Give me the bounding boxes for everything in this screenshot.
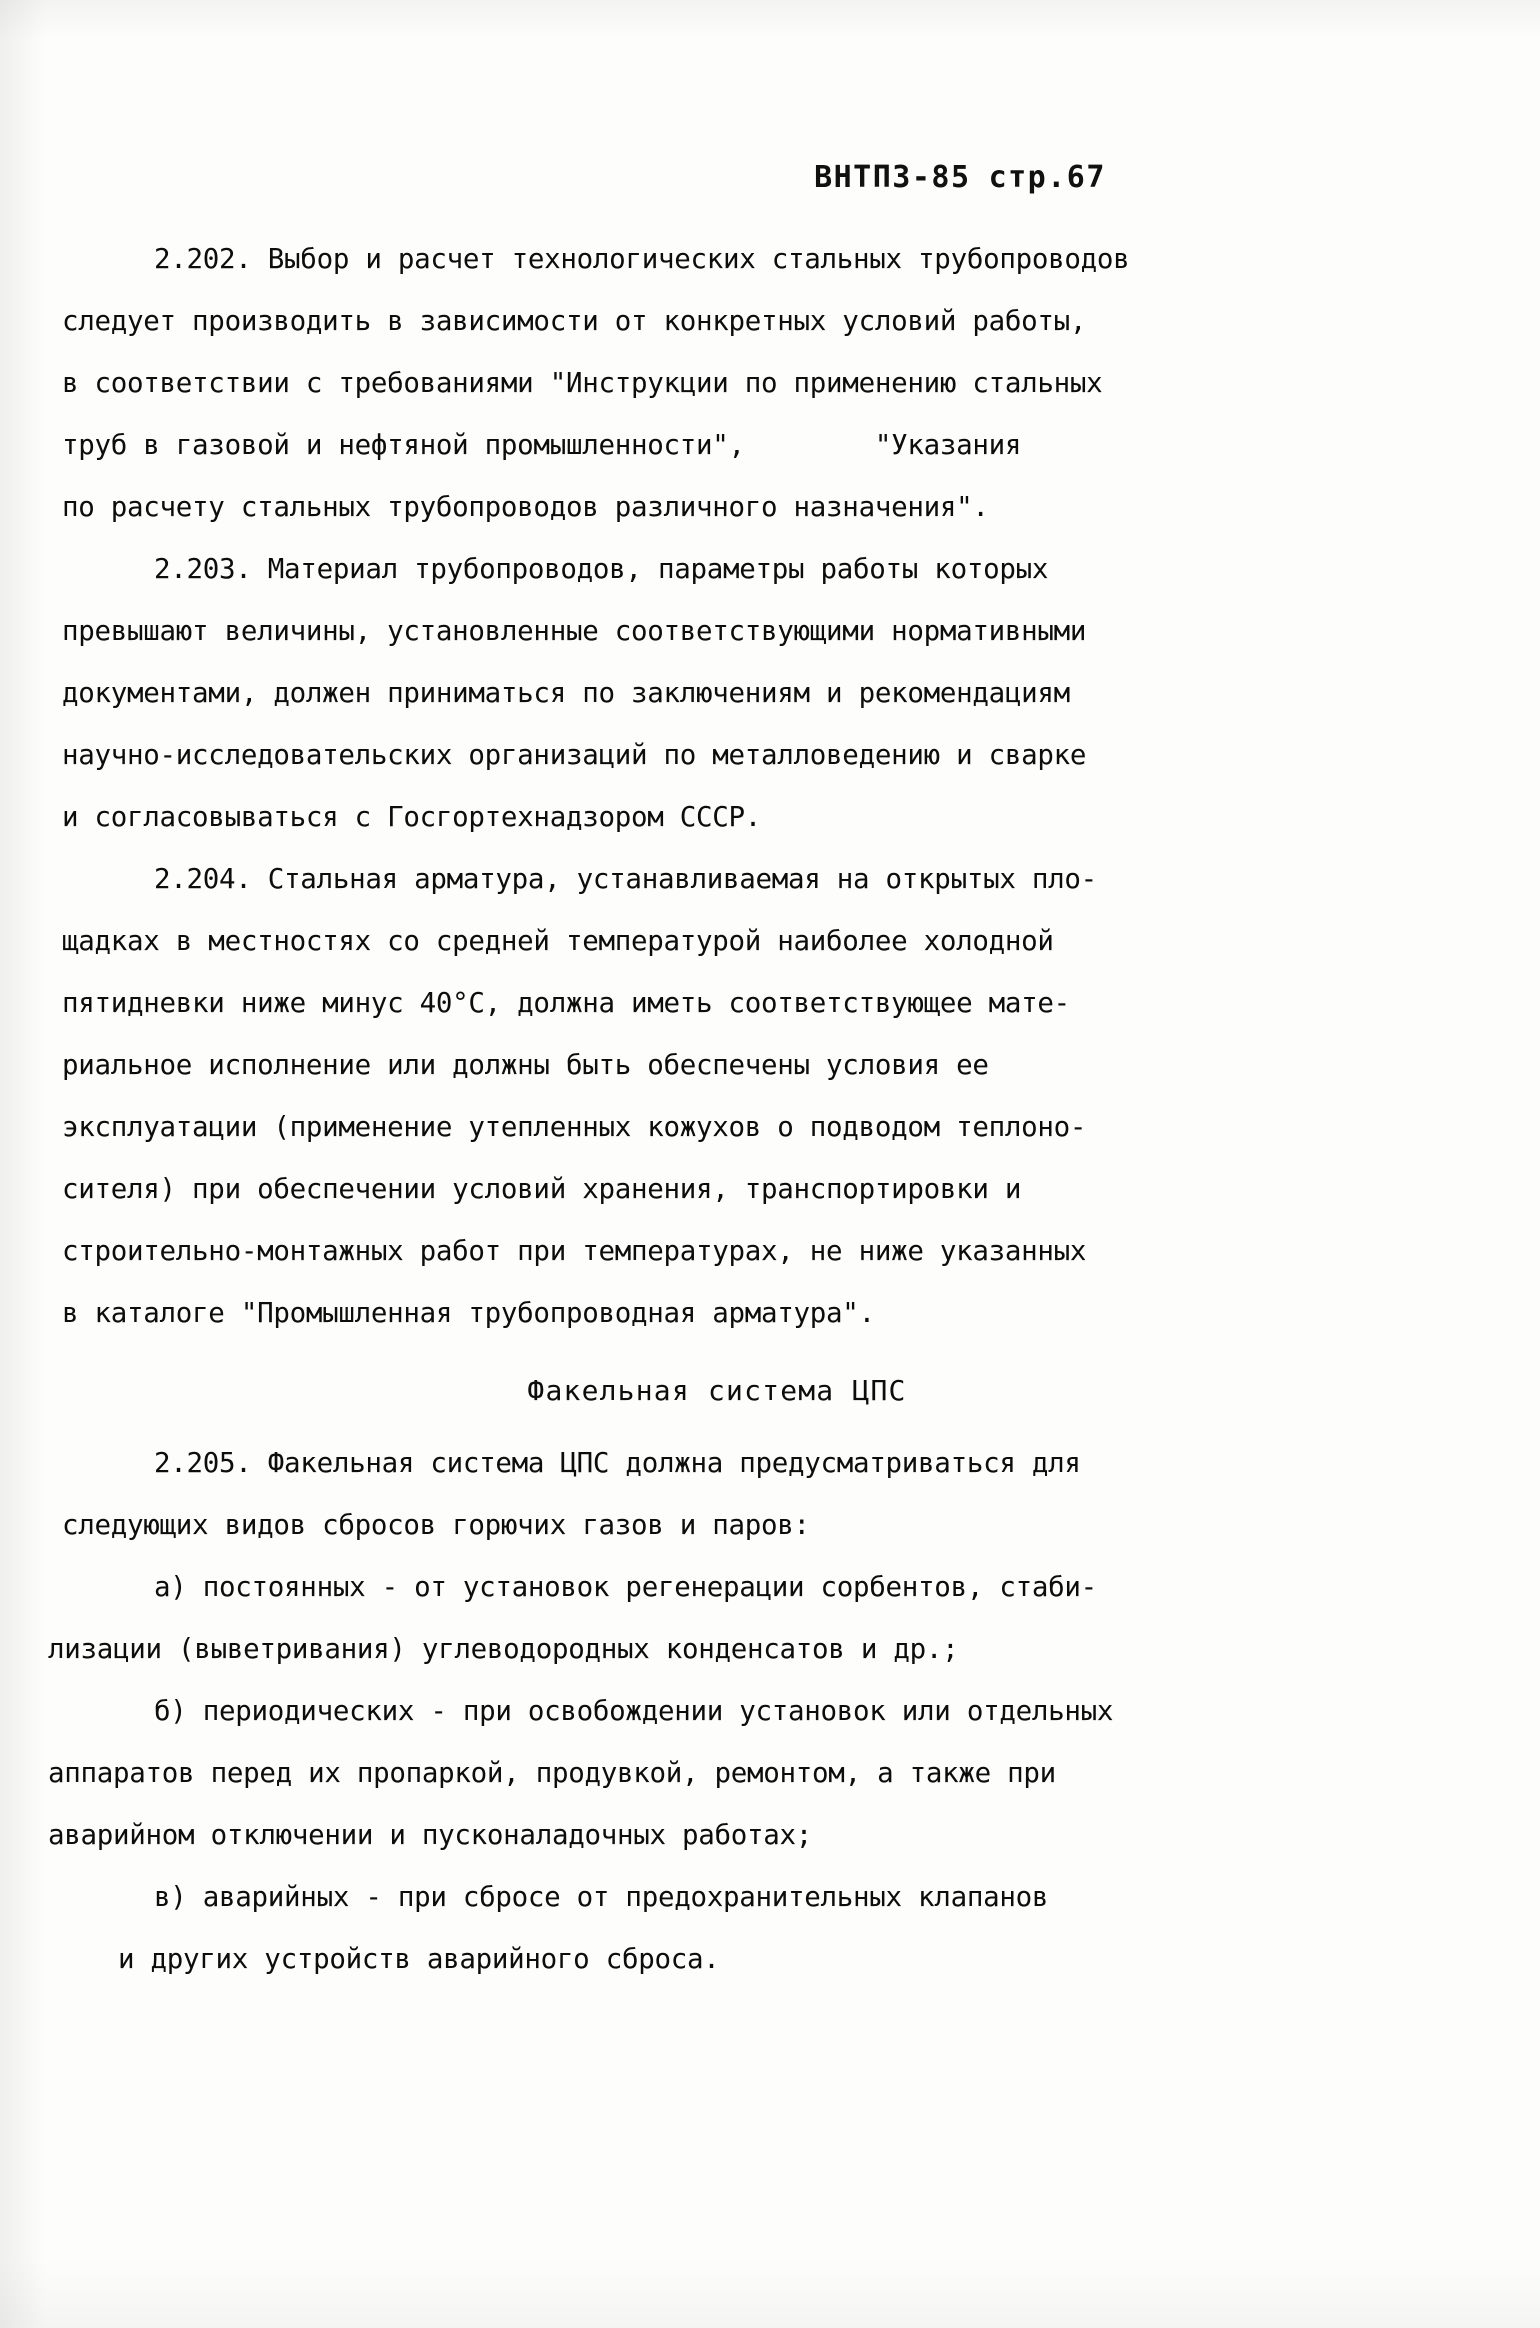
document-body <box>48 228 1482 1990</box>
document-code: ВНТП3-85 <box>814 160 971 195</box>
paragraph-line: в соответствии с требованиями "Инструкции по применению стальных <box>62 367 1103 399</box>
paragraph-line: и других устройств аварийного сброса. <box>118 1943 720 1975</box>
paragraph-line: аварийном отключении и пусконаладочных работах; <box>48 1819 813 1851</box>
paragraph-line: труб в газовой и нефтяной промышленности", "Указания <box>62 429 1022 461</box>
paragraph-2-202 <box>62 228 1482 538</box>
paragraph-line: щадках в местностях со средней температурой наиболее холодной <box>62 925 1054 957</box>
paragraph-line: в каталоге "Промышленная трубопроводная арматура". <box>62 1297 875 1329</box>
paragraph-line: 2.203. Материал трубопроводов, параметры работы которых <box>154 553 1049 585</box>
page-number-label: стр.67 <box>988 160 1106 195</box>
paragraph-line: строительно-монтажных работ при температурах, не ниже указанных <box>62 1235 1087 1267</box>
paragraph-line: в) аварийных - при сбросе от предохранительных клапанов <box>154 1881 1049 1913</box>
list-item-b <box>48 1680 1482 1866</box>
paragraph-line: аппаратов перед их пропаркой, продувкой, ремонтом, а также при <box>48 1757 1056 1789</box>
paragraph-2-204 <box>62 848 1482 1344</box>
paragraph-line: эксплуатации (применение утепленных кожухов о подводом теплоно- <box>62 1111 1087 1143</box>
paragraph-line: а) постоянных - от установок регенерации сорбентов, стаби- <box>154 1571 1097 1603</box>
paragraph-2-205 <box>62 1432 1482 1556</box>
paragraph-line: б) периодических - при освобождении установок или отдельных <box>154 1695 1114 1727</box>
paragraph-2-203 <box>62 538 1482 848</box>
paragraph-line: 2.204. Стальная арматура, устанавливаемая на открытых пло- <box>154 863 1097 895</box>
paragraph-line: риальное исполнение или должны быть обеспечены условия ее <box>62 1049 989 1081</box>
list-item-v <box>62 1866 1482 1990</box>
paragraph-line: лизации (выветривания) углеводородных конденсатов и др.; <box>48 1633 959 1665</box>
paragraph-line: документами, должен приниматься по заключениям и рекомендациям <box>62 677 1070 709</box>
section-subheading: Факельная система ЦПС <box>527 1374 907 1407</box>
paragraph-line: научно-исследовательских организаций по металловедению и сварке <box>62 739 1087 771</box>
paragraph-line: следующих видов сбросов горючих газов и паров: <box>62 1509 810 1541</box>
paragraph-line: 2.205. Факельная система ЦПС должна предусматриваться для <box>154 1447 1081 1479</box>
paragraph-line: 2.202. Выбор и расчет технологических стальных трубопроводов <box>154 243 1130 275</box>
paragraph-line: пятидневки ниже минус 40°С, должна иметь соответствующее мате- <box>62 987 1070 1019</box>
paragraph-line: следует производить в зависимости от конкретных условий работы, <box>62 305 1087 337</box>
paragraph-line: по расчету стальных трубопроводов различного назначения". <box>62 491 989 523</box>
paragraph-line: превышают величины, установленные соответствующими нормативными <box>62 615 1087 647</box>
paragraph-line: сителя) при обеспечении условий хранения, транспортировки и <box>62 1173 1022 1205</box>
list-item-a <box>48 1556 1482 1680</box>
paragraph-line: и согласовываться с Госгортехнадзором СССР. <box>62 801 762 833</box>
document-header <box>0 160 1540 195</box>
